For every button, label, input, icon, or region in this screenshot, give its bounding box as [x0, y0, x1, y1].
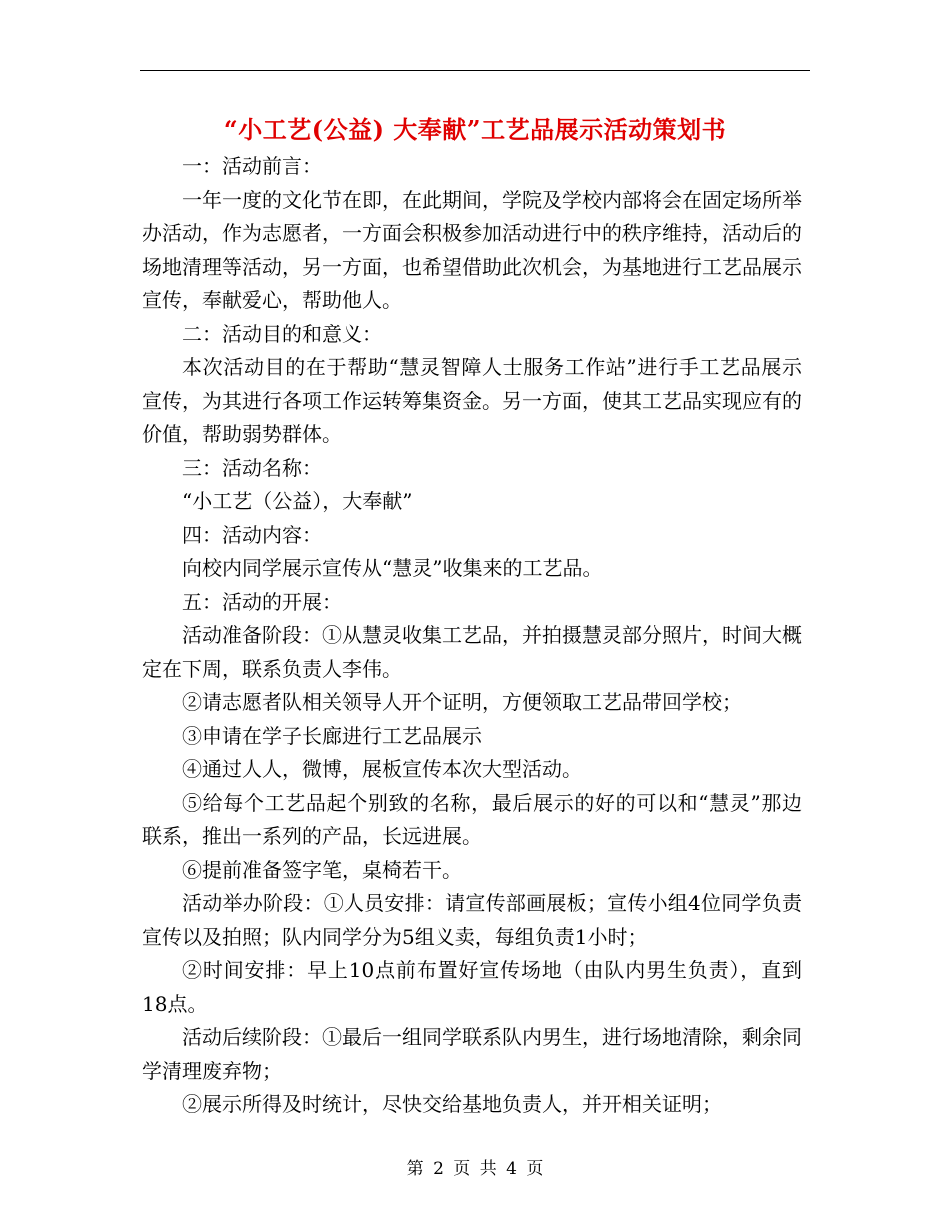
paragraph: 本次活动目的在于帮助“慧灵智障人士服务工作站”进行手工艺品展示宣传，为其进行各项工作运转筹集资金。另一方面，使其工艺品实现应有的价值，帮助弱势群体。 [142, 355, 802, 446]
paragraph: 一：活动前言： [182, 154, 322, 178]
paragraph: ④通过人人，微博，展板宣传本次大型活动。 [182, 757, 582, 781]
paragraph: “小工艺（公益），大奉献” [182, 489, 413, 513]
paragraph: ②展示所得及时统计，尽快交给基地负责人，并开相关证明； [182, 1092, 722, 1116]
paragraph: 一年一度的文化节在即，在此期间，学院及学校内部将会在固定场所举办活动，作为志愿者，一方面会积极参加活动进行中的秩序维持，活动后的场地清理等活动，另一方面，也希望借助此次机会，为基地进行工艺品展示宣传，奉献爱心，帮助他人。 [142, 187, 802, 312]
paragraph: 四：活动内容： [182, 522, 322, 547]
paragraph: ③申请在学子长廊进行工艺品展示 [182, 723, 482, 748]
paragraph: 活动准备阶段：①从慧灵收集工艺品，并拍摄慧灵部分照片，时间大概定在下周，联系负责人李伟。 [142, 623, 802, 681]
paragraph: 活动后续阶段：①最后一组同学联系队内男生，进行场地清除，剩余同学清理废弃物； [142, 1025, 802, 1083]
paragraph: 向校内同学展示宣传从“慧灵”收集来的工艺品。 [182, 556, 603, 580]
document-body [142, 150, 802, 1122]
paragraph: 五：活动的开展： [182, 589, 342, 614]
paragraph: 三：活动名称： [182, 455, 322, 480]
paragraph: ②时间安排：早上10点前布置好宣传场地（由队内男生负责），直到18点。 [142, 958, 802, 1016]
page-number-footer: 第 2 页 共 4 页 [406, 1159, 544, 1179]
paragraph: ⑥提前准备签字笔，桌椅若干。 [182, 857, 462, 882]
paragraph: 活动举办阶段：①人员安排：请宣传部画展板；宣传小组4位同学负责宣传以及拍照；队内同学分为5组义卖，每组负责1小时； [142, 891, 802, 949]
paragraph: ②请志愿者队相关领导人开个证明，方便领取工艺品带回学校； [182, 690, 742, 714]
header-rule [140, 70, 810, 71]
paragraph: ⑤给每个工艺品起个别致的名称，最后展示的好的可以和“慧灵”那边联系，推出一系列的产品，长远进展。 [142, 790, 802, 848]
paragraph: 二：活动目的和意义： [182, 321, 382, 346]
document-title: “小工艺(公益) 大奉献”工艺品展示活动策划书 [223, 115, 727, 144]
